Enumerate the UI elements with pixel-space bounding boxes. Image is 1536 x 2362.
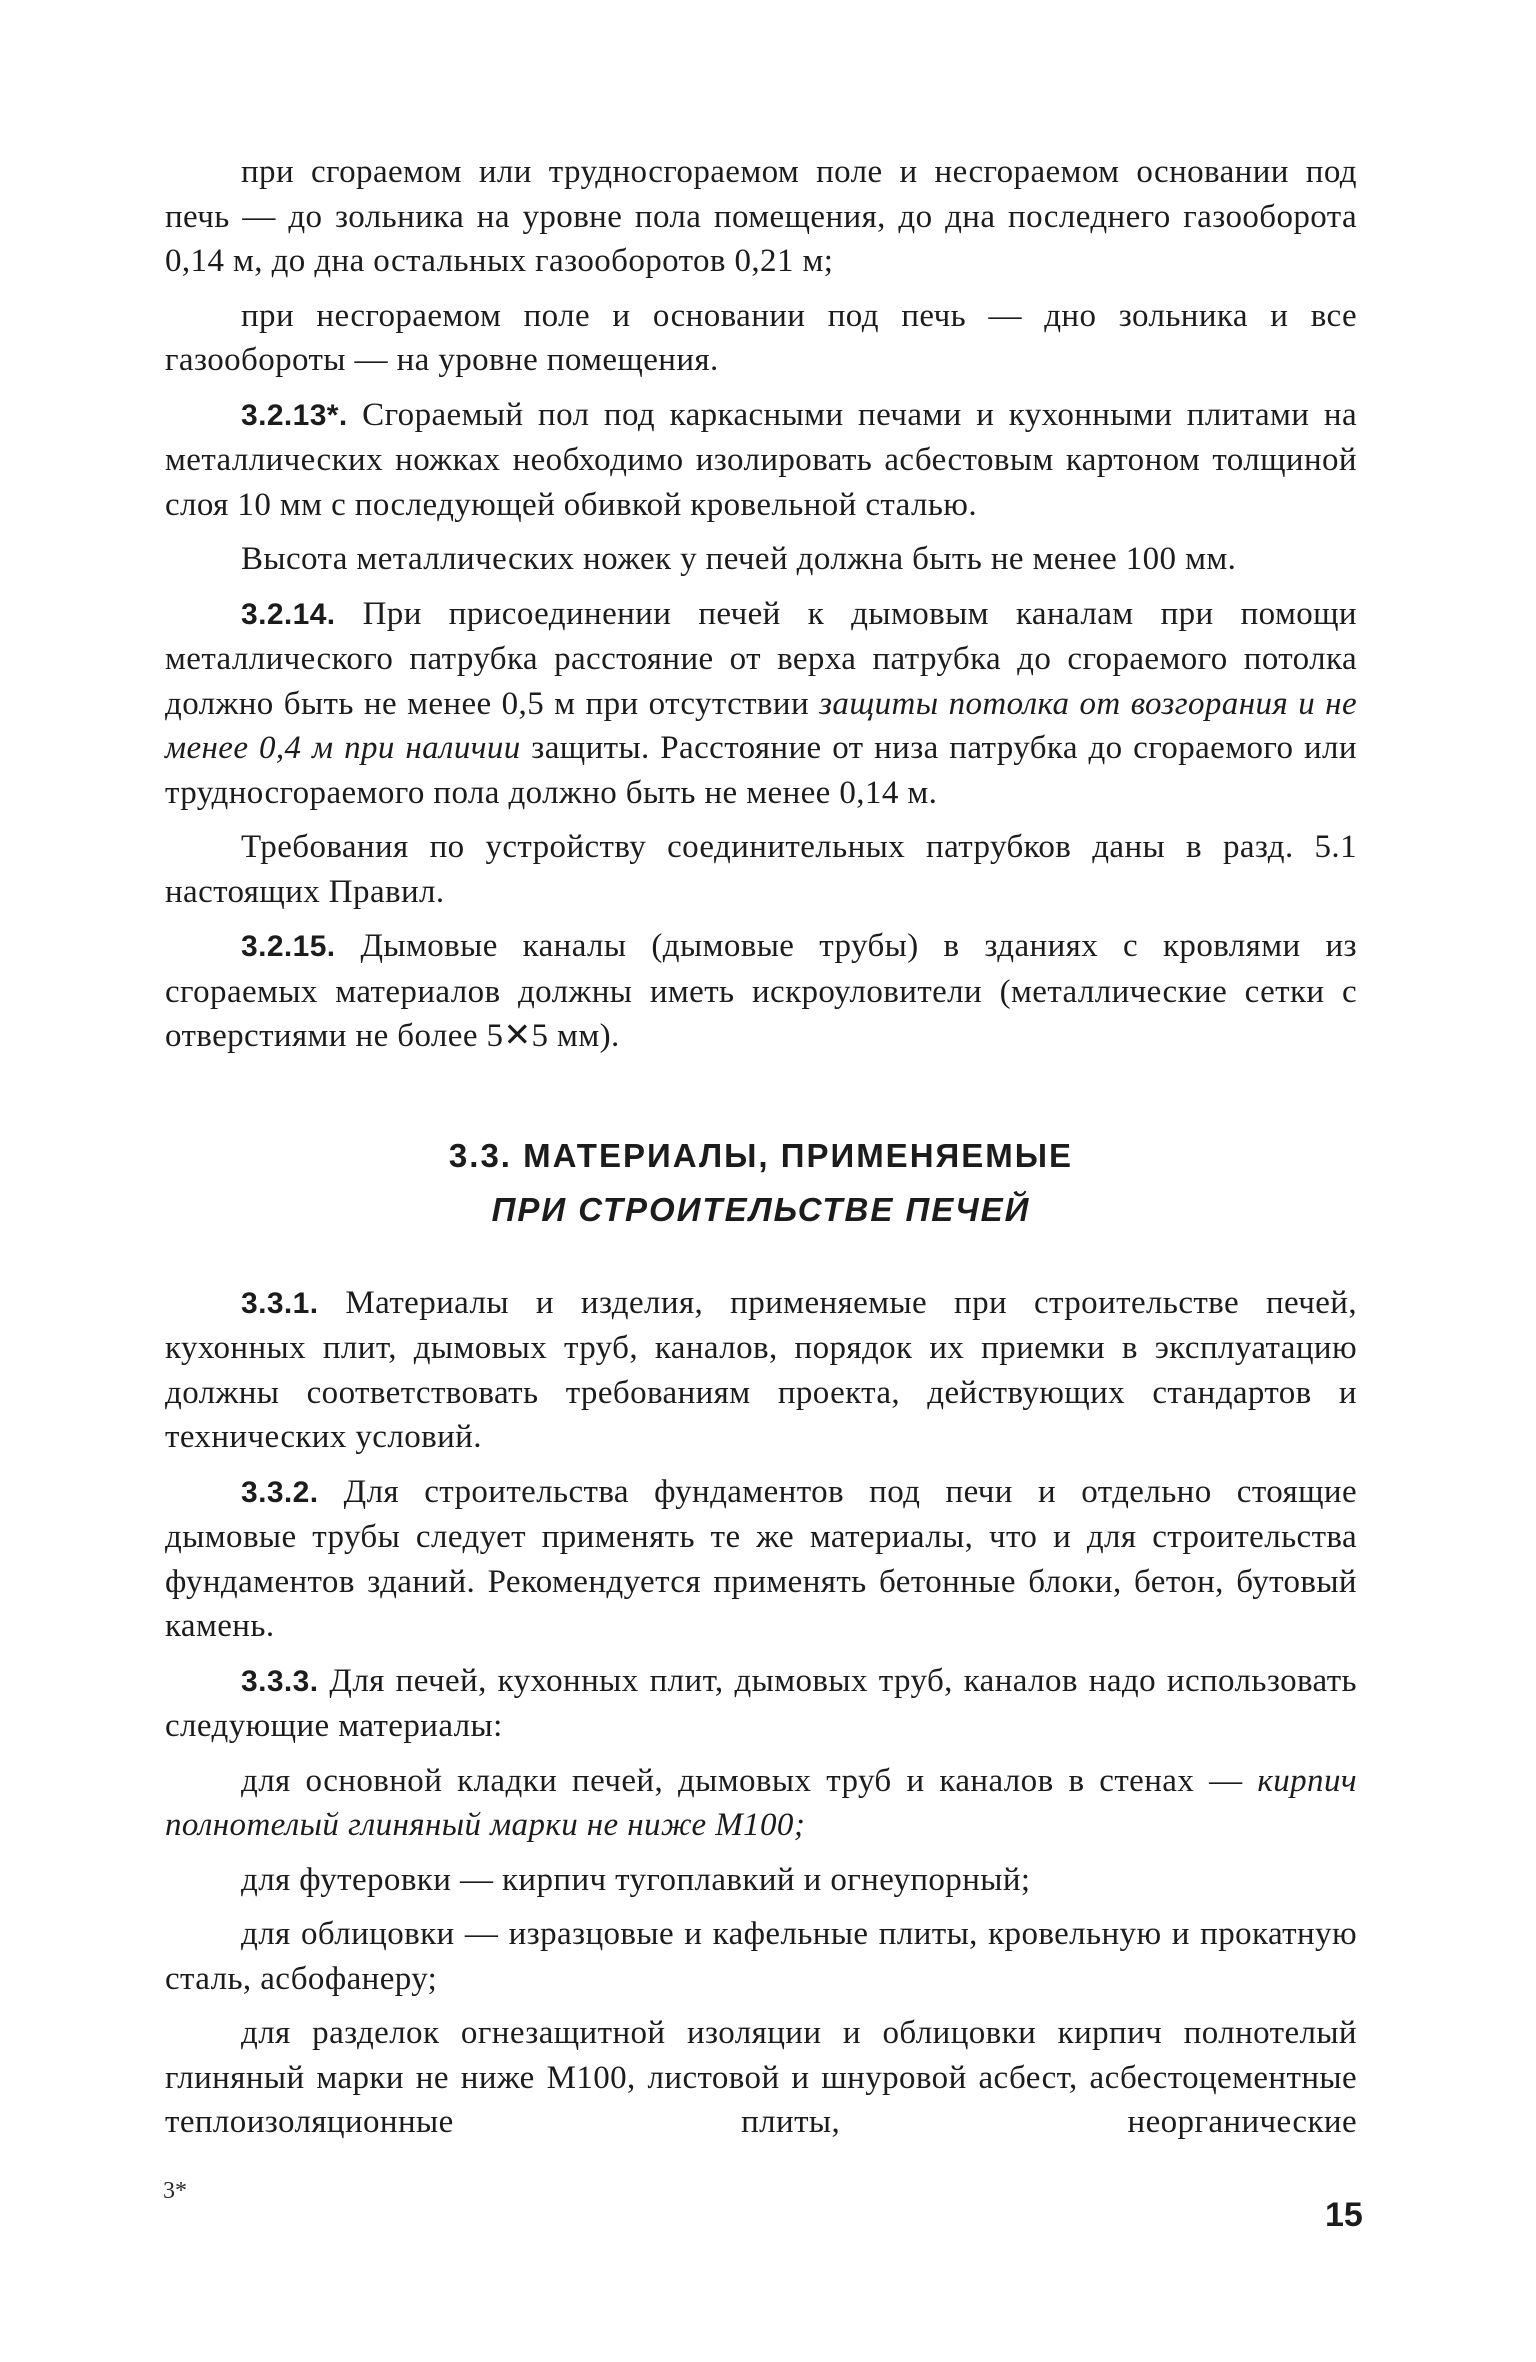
paragraph-3-3-3 bbox=[165, 1659, 1357, 1749]
clause-number: 3.2.15. bbox=[241, 930, 336, 963]
clause-text-cont: защиты. Расстояние от низа патрубка до сгораемого или трудносгораемого пола должно быть не менее 0,14 м. bbox=[165, 730, 1357, 811]
paragraph-3-2-15 bbox=[165, 924, 1357, 1059]
clause-text: Для печей, кухонных плит, дымовых труб, каналов надо использовать следующие материалы: bbox=[165, 1662, 1357, 1744]
clause-number: 3.3.3. bbox=[241, 1664, 319, 1698]
paragraph-legs-height: Высота металлических ножек у печей должна быть не менее 100 мм. bbox=[241, 541, 1237, 577]
document-page bbox=[165, 150, 1357, 2145]
clause-number: 3.3.2. bbox=[241, 1475, 319, 1509]
list-item-lining: для футеровки — кирпич тугоплавкий и огнеупорный; bbox=[241, 1861, 1031, 1898]
paragraph-pipe-requirements: Требования по устройству соединительных патрубков даны в разд. 5.1 настоящих Правил. bbox=[165, 829, 1357, 910]
list-item-fire-insulation: для разделок огнезащитной изоляции и облицовки кирпич полнотелый глиняный марки не ниже М100, листовой и шнуровой асбест, асбестоцементные теплоизоляционные плиты, неорганические bbox=[165, 2015, 1357, 2140]
clause-text: При присоединении печей к дымовым каналам при помощи металлического патрубка расстояние от верха патрубка до сгораемого потолка должно быть не менее 0,5 м при отсутствии bbox=[165, 595, 1357, 722]
clause-text: Материалы и изделия, применяемые при строительстве печей, кухонных плит, дымовых труб, каналов, порядок их приемки в эксплуатацию должны соответствовать требованиям проекта, действующих стандартов и технических условий. bbox=[165, 1284, 1358, 1455]
list-item-text: для основной кладки печей, дымовых труб и каналов в стенах — bbox=[241, 1762, 1243, 1799]
page-number: 15 bbox=[1325, 2196, 1363, 2234]
paragraph-3-2-14 bbox=[165, 592, 1357, 816]
paragraph-3-2-13 bbox=[165, 393, 1357, 528]
paragraph-3-3-2 bbox=[165, 1470, 1357, 1649]
clause-italic-text: защиты потолка от возгорания и не менее 0,4 м при наличии bbox=[165, 685, 1357, 766]
clause-text: Сгораемый пол под каркасными печами и кухонными плитами на металлических ножках необходимо изолировать асбестовым картоном толщиной слоя 10 мм с последующей обивкой кровельной сталью. bbox=[165, 396, 1357, 523]
list-item-italic: кирпич полнотелый глиняный марки не ниже М100; bbox=[165, 1762, 1357, 1843]
clause-text: Для строительства фундаментов под печи и отдельно стоящие дымовые трубы следует применять те же материалы, что и для строительства фундаментов зданий. Рекомендуется применять бетонные блоки, бетон, бутовый камень. bbox=[165, 1473, 1358, 1644]
clause-number: 3.2.14. bbox=[241, 597, 336, 631]
signature-mark: 3* bbox=[163, 2178, 187, 2204]
paragraph-3-3-1 bbox=[165, 1281, 1357, 1460]
clause-text: Дымовые каналы (дымовые трубы) в зданиях с кровлями из сгораемых материалов должны иметь искроуловители (металлические сетки с отверстиями не более 5✕5 мм). bbox=[165, 928, 1357, 1054]
section-heading-line1: 3.3. МАТЕРИАЛЫ, ПРИМЕНЯЕМЫЕ bbox=[448, 1136, 1074, 1174]
list-item-facing: для облицовки — изразцовые и кафельные плиты, кровельную и прокатную сталь, асбофанеру; bbox=[165, 1916, 1357, 1997]
clause-number: 3.2.13*. bbox=[241, 398, 348, 432]
section-heading-line2: ПРИ СТРОИТЕЛЬСТВЕ ПЕЧЕЙ bbox=[491, 1190, 1031, 1228]
paragraph-noncombustible-floor: при несгораемом поле и основании под печь — дно зольника и все газообороты — на уровне помещения. bbox=[165, 297, 1357, 378]
paragraph-combustible-floor: при сгораемом или трудносгораемом поле и несгораемом основании под печь — до зольника на уровне пола помещения, до дна последнего газооборота 0,14 м, до дна остальных газооборотов 0,21 м; bbox=[165, 154, 1357, 279]
clause-number: 3.3.1. bbox=[241, 1286, 319, 1320]
list-item-main-masonry bbox=[165, 1759, 1357, 1848]
section-heading bbox=[165, 1129, 1357, 1237]
